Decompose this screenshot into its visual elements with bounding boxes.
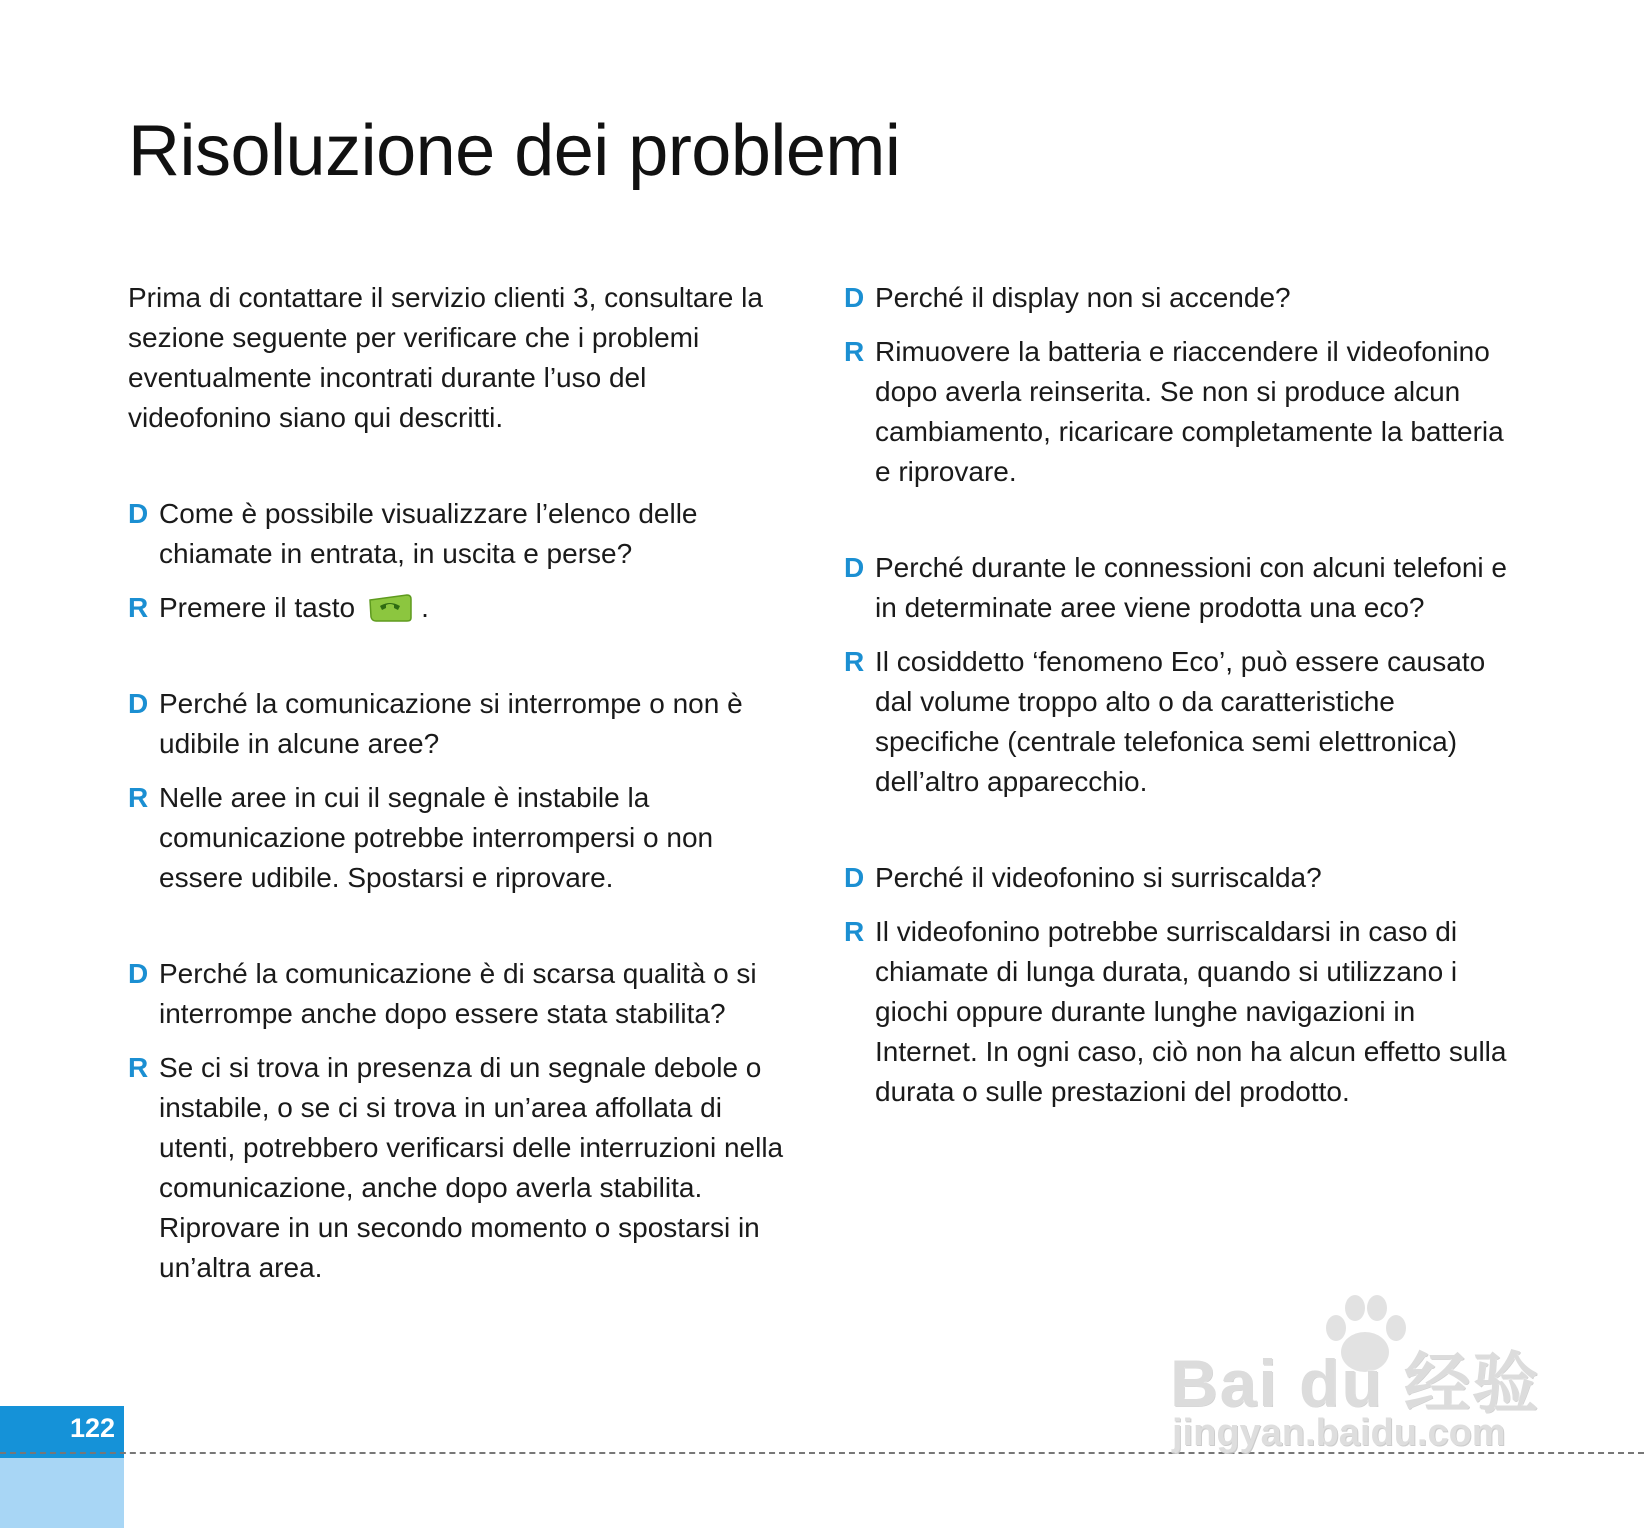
question-text: Come è possibile visualizzare l’elenco delle chiamate in entrata, in uscita e perse?	[159, 498, 698, 569]
qa-block-2	[128, 684, 788, 898]
answer-text: Nelle aree in cui il segnale è instabile la comunicazione potrebbe interrompersi o non essere udibile. Spostarsi e riprovare.	[159, 782, 714, 893]
page-number: 122	[70, 1413, 116, 1443]
question-text: Perché la comunicazione è di scarsa qualità o si interrompe anche dopo essere stata stabilita?	[159, 958, 757, 1029]
question-label: D	[128, 498, 149, 529]
answer-4	[844, 332, 1524, 492]
question-1	[128, 494, 788, 574]
answer-text: Il cosiddetto ‘fenomeno Eco’, può essere causato dal volume troppo alto o da caratteristiche specifiche (centrale telefonica semi elettronica) dell’altro apparecchio.	[875, 646, 1486, 797]
qa-block-1	[128, 494, 788, 628]
watermark-logo: Bai du 经验	[1170, 1346, 1541, 1420]
qa-block-4	[844, 278, 1524, 492]
answer-label: R	[844, 646, 865, 677]
watermark-url: jingyan.baidu.com	[1172, 1412, 1506, 1454]
question-5	[844, 548, 1524, 628]
right-column	[844, 278, 1524, 1112]
answer-2	[128, 778, 788, 898]
question-label: D	[844, 552, 865, 583]
question-text: Perché durante le connessioni con alcuni telefoni e in determinate aree viene prodotta una eco?	[875, 552, 1507, 623]
send-key-icon	[367, 591, 413, 623]
answer-label: R	[844, 916, 865, 947]
answer-text: Rimuovere la batteria e riaccendere il videofonino dopo averla reinserita. Se non si produce alcun cambiamento, ricaricare completamente la batteria e riprovare.	[875, 336, 1504, 487]
question-text: Perché il display non si accende?	[875, 282, 1291, 313]
question-text: Perché il videofonino si surriscalda?	[875, 862, 1322, 893]
question-4	[844, 278, 1524, 318]
question-text: Perché la comunicazione si interrompe o non è udibile in alcune aree?	[159, 688, 743, 759]
answer-label: R	[128, 1052, 149, 1083]
answer-6	[844, 912, 1524, 1112]
intro-paragraph: Prima di contattare il servizio clienti 3, consultare la sezione seguente per verificare che i problemi eventualmente incontrati durante l’uso del videofonino siano qui descritti.	[128, 282, 763, 433]
answer-text: Premere il tasto	[159, 592, 356, 623]
baidu-watermark	[1160, 1290, 1550, 1460]
left-column	[128, 278, 788, 1288]
answer-text: Il videofonino potrebbe surriscaldarsi in caso di chiamate di lunga durata, quando si utilizzano i giochi oppure durante lunghe navigazioni in Internet. In ogni caso, ciò non ha alcun effetto sulla durata o sulle prestazioni del prodotto.	[875, 916, 1507, 1107]
question-6	[844, 858, 1524, 898]
page-tab-light	[0, 1458, 124, 1528]
answer-label: R	[128, 782, 149, 813]
question-label: D	[844, 862, 865, 893]
question-label: D	[128, 958, 149, 989]
qa-block-5	[844, 548, 1524, 802]
page-title: Risoluzione dei problemi	[128, 111, 901, 191]
answer-5	[844, 642, 1524, 802]
question-2	[128, 684, 788, 764]
question-3	[128, 954, 788, 1034]
answer-label: R	[128, 592, 149, 623]
answer-text: Se ci si trova in presenza di un segnale debole o instabile, o se ci si trova in un’area affollata di utenti, potrebbero verificarsi delle interruzioni nella comunicazione, anche dopo averla stabilita. Riprovare in un secondo momento o spostarsi in un’altra area.	[159, 1052, 784, 1283]
answer-suffix: .	[421, 592, 429, 623]
answer-1	[128, 588, 788, 628]
answer-3	[128, 1048, 788, 1288]
question-label: D	[844, 282, 865, 313]
qa-block-3	[128, 954, 788, 1288]
question-label: D	[128, 688, 149, 719]
answer-label: R	[844, 336, 865, 367]
qa-block-6	[844, 858, 1524, 1112]
